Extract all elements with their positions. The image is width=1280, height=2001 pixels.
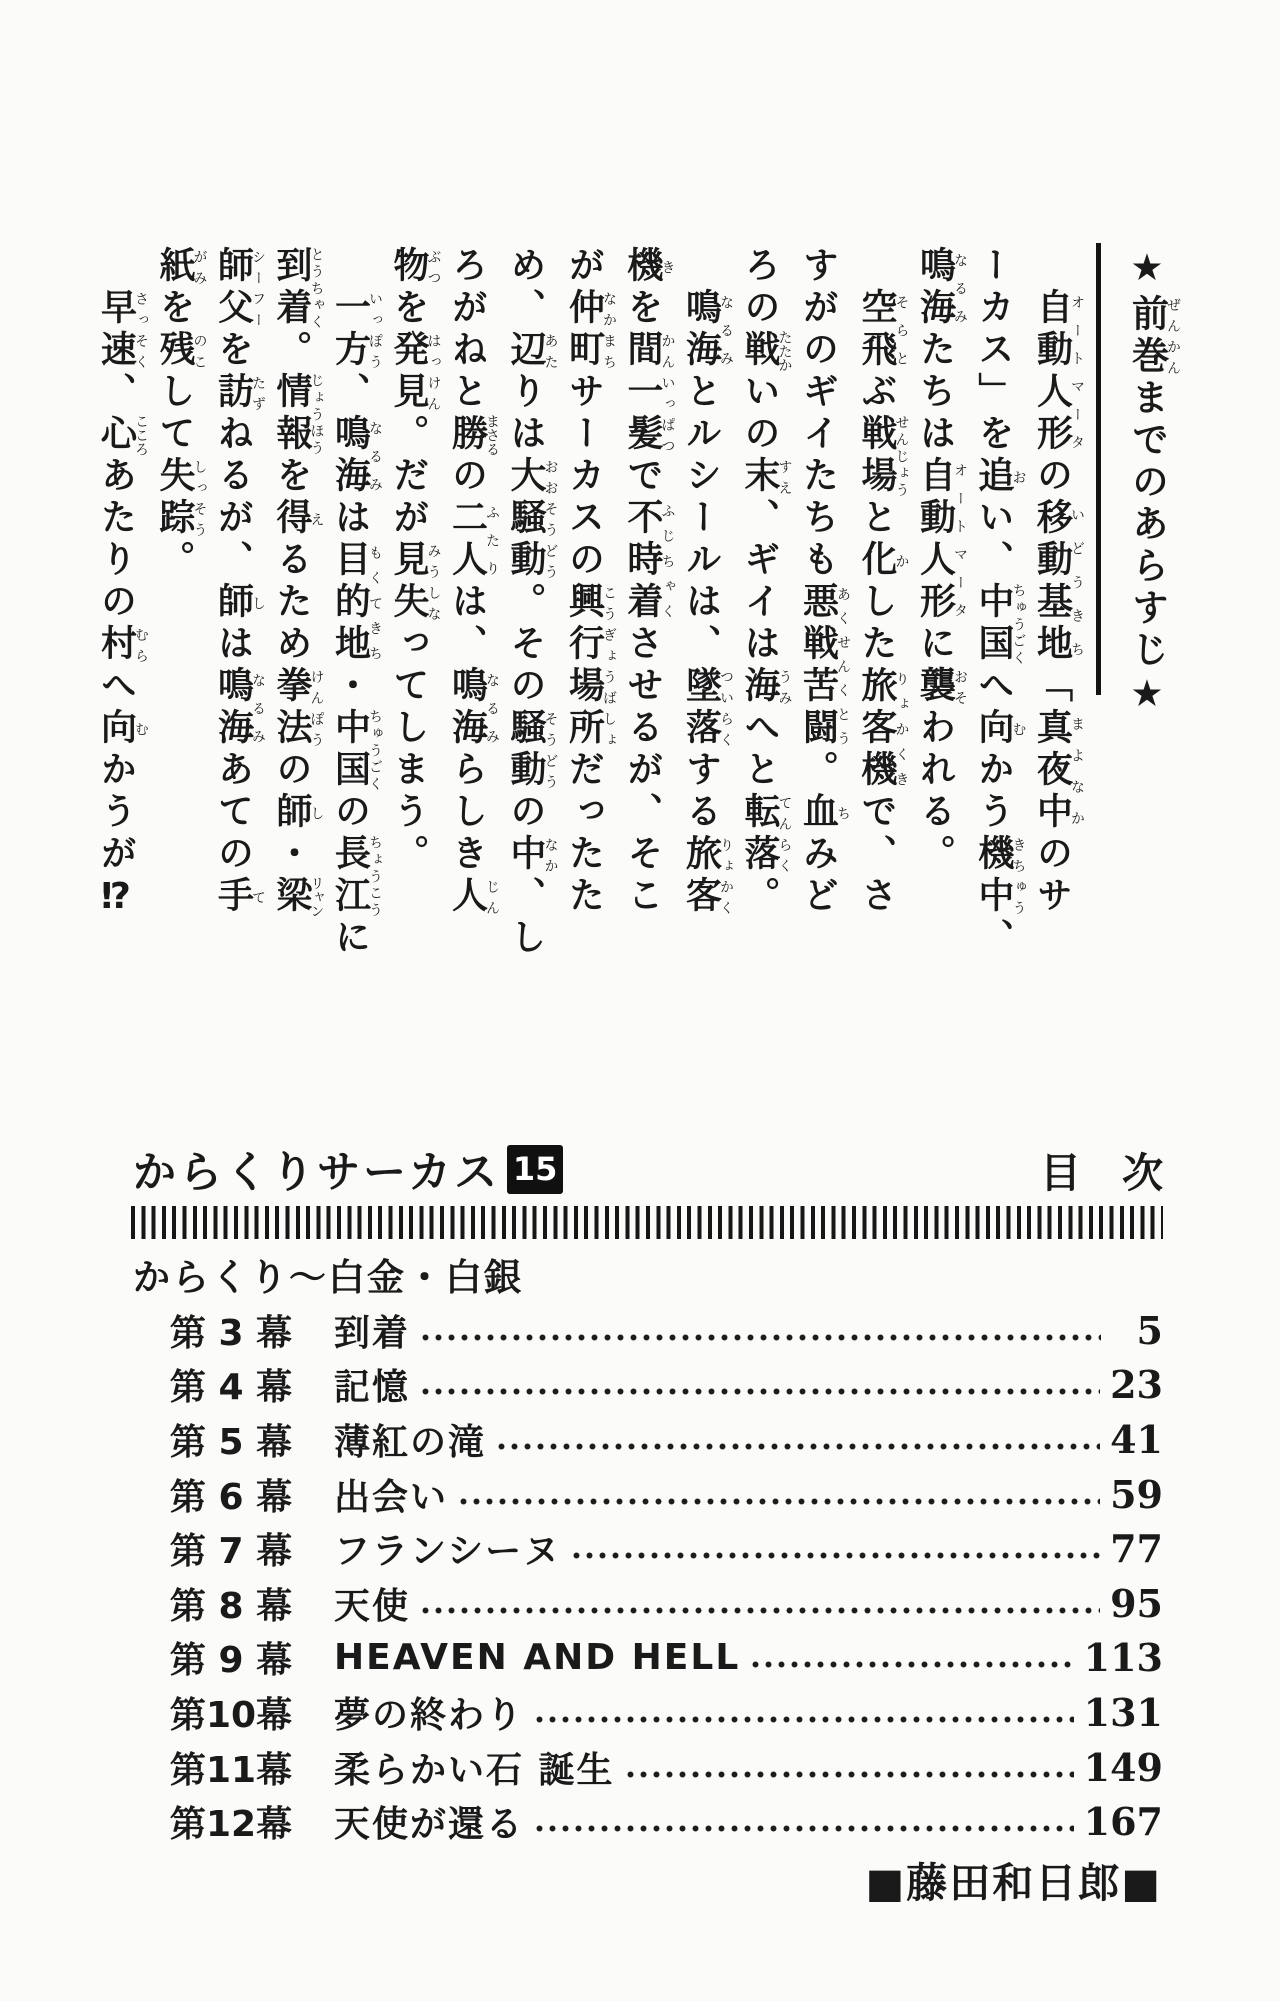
- dot-leader: [536, 1825, 1074, 1832]
- chapter-page-number: 167: [1083, 1799, 1163, 1845]
- dot-leader: [460, 1498, 1100, 1505]
- chapter-title: 記憶: [334, 1367, 411, 1409]
- toc-row: [170, 1303, 1163, 1358]
- synopsis-column: すがのギイたちも悪戦苦闘あくせんくとう。血ちみど: [797, 246, 851, 918]
- chapter-act-number: 第 6 幕: [170, 1476, 293, 1518]
- synopsis-column: 物ぶつを発見はっけん。だが見失みうしなってしまう。: [388, 246, 442, 876]
- chapter-page-number: 95: [1110, 1580, 1163, 1626]
- synopsis-column: ーカス」を追おい、中国ちゅうごくへ向むかう機中きちゅう、: [973, 246, 1027, 960]
- dot-leader: [498, 1443, 1100, 1450]
- toc-header: [133, 1138, 1163, 1200]
- synopsis-column: 鳴海なるみとルシールは、墜落ついらくする旅客りょかく: [680, 288, 734, 918]
- synopsis-column: 紙がみを残のこして失踪しっそう。: [154, 246, 208, 582]
- chapter-act-number: 第 7 幕: [170, 1531, 293, 1573]
- dot-leader: [422, 1607, 1100, 1614]
- toc-row: [170, 1740, 1163, 1795]
- series-title: からくりサーカス: [133, 1147, 501, 1198]
- synopsis-column: め、辺あたりは大騒動おおそうどう。その騒動そうどうの中なか、し: [505, 246, 559, 960]
- chapter-act-number: 第10幕: [170, 1694, 293, 1736]
- synopsis-title: ★前巻ぜんかんまでのあらすじ★: [1125, 246, 1181, 720]
- dot-leader: [536, 1716, 1074, 1723]
- chapter-title: 出会い: [334, 1476, 449, 1518]
- volume-number-badge: 15: [507, 1145, 563, 1194]
- synopsis-column: ろの戦たたかいの末すえ、ギイは海うみへと転落てんらく。: [739, 246, 793, 918]
- dot-leader: [422, 1334, 1101, 1341]
- chapter-page-number: 41: [1110, 1416, 1163, 1462]
- toc-row: [170, 1576, 1163, 1631]
- dot-leader: [752, 1661, 1073, 1668]
- dot-leader: [422, 1388, 1100, 1395]
- chapter-title: 天使: [334, 1585, 411, 1627]
- author-credit: ■藤田和日郎■: [865, 1859, 1162, 1907]
- chapter-title: 夢の終わり: [334, 1694, 525, 1736]
- chapter-title: 天使が還る: [334, 1804, 525, 1846]
- synopsis-column: 到着とうちゃく。情報じょうほうを得えるため拳法けんぽうの師し・梁リャン: [271, 246, 325, 918]
- chapter-act-number: 第 5 幕: [170, 1421, 293, 1463]
- toc-label: 目 次: [1040, 1148, 1163, 1197]
- synopsis-column: 師父シーフーを訪たずねるが、師しは鳴海なるみあての手て: [212, 246, 266, 918]
- chapter-act-number: 第 3 幕: [170, 1312, 293, 1354]
- chapter-title: 薄紅の滝: [334, 1421, 487, 1463]
- toc-row: [170, 1631, 1163, 1686]
- chapter-title: フランシーヌ: [334, 1531, 562, 1573]
- vertical-divider-rule: [1096, 243, 1101, 695]
- chapter-act-number: 第 9 幕: [170, 1640, 293, 1682]
- striped-divider: [131, 1206, 1163, 1239]
- chapter-page-number: 149: [1083, 1744, 1163, 1790]
- synopsis-column: 鳴海なるみたちは自動人形オートマータに襲おそわれる。: [914, 246, 968, 876]
- dot-leader: [627, 1771, 1074, 1778]
- synopsis-column: ろがねと勝まさるの二人ふたりは、鳴海なるみらしき人じん: [446, 246, 500, 918]
- chapter-page-number: 131: [1083, 1689, 1163, 1735]
- chapter-page-number: 5: [1136, 1307, 1163, 1353]
- toc-row: [170, 1521, 1163, 1576]
- toc-row: [170, 1794, 1163, 1849]
- toc-row: [170, 1358, 1163, 1413]
- arc-title: からくり～白金・白銀: [133, 1256, 523, 1299]
- toc-list: [170, 1303, 1163, 1849]
- dot-leader: [573, 1552, 1100, 1559]
- synopsis-column: が仲町なかまちサーカスの興行場所こうぎょうばしょだったた: [563, 246, 617, 918]
- chapter-act-number: 第11幕: [170, 1749, 293, 1791]
- chapter-act-number: 第 4 幕: [170, 1367, 293, 1409]
- chapter-act-number: 第 8 幕: [170, 1585, 293, 1627]
- synopsis-text: [95, 246, 1085, 1014]
- synopsis-column: 機きを間一髪かんいっぱつで不時着ふじちゃくさせるが、そこ: [622, 246, 676, 918]
- chapter-title: HEAVEN AND HELL: [334, 1637, 741, 1679]
- chapter-page-number: 77: [1110, 1526, 1163, 1572]
- toc-row: [170, 1685, 1163, 1740]
- synopsis-column: 空飛そらとぶ戦場せんじょうと化かした旅客機りょかくきで、さ: [856, 288, 910, 918]
- synopsis-column: 自動人形オートマータの移動基地いどうきち「真夜中まよなかのサ: [1031, 288, 1085, 918]
- synopsis-column: 早速さっそく、心こころあたりの村むらへ向むかうが⁉: [95, 288, 149, 923]
- toc-row: [170, 1467, 1163, 1522]
- toc-row: [170, 1412, 1163, 1467]
- chapter-title: 到着: [334, 1312, 411, 1354]
- chapter-act-number: 第12幕: [170, 1804, 293, 1846]
- chapter-page-number: 59: [1110, 1471, 1163, 1517]
- chapter-title: 柔らかい石 誕生: [334, 1749, 615, 1791]
- chapter-page-number: 113: [1083, 1635, 1163, 1681]
- synopsis-column: 一方いっぽう、鳴海なるみは目的地もくてきち・中国ちゅうごくの長江ちょうこうに: [329, 288, 383, 960]
- chapter-page-number: 23: [1110, 1362, 1163, 1408]
